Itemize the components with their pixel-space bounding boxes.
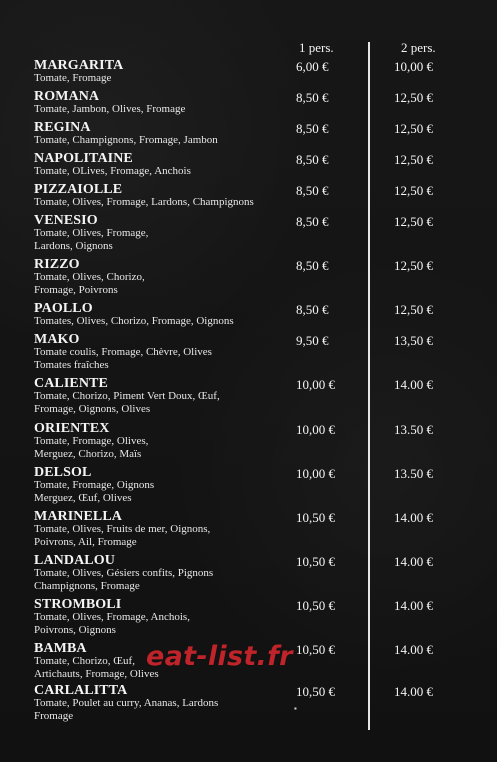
- price-two-persons: 13.50 €: [394, 422, 433, 437]
- menu-item-name: DELSOL: [34, 465, 92, 480]
- menu-item-name: REGINA: [34, 120, 91, 135]
- menu-item-name: ORIENTEX: [34, 421, 110, 436]
- ingredient-line: Merguez, Œuf, Olives: [34, 491, 132, 504]
- ingredient-line: Tomate, OLives, Fromage, Anchois: [34, 165, 191, 177]
- price-two-persons: 12,50 €: [394, 121, 433, 136]
- price-one-person: 10,00 €: [296, 466, 335, 481]
- menu-item-ingredients: [34, 72, 284, 85]
- price-one-person: 8,50 €: [296, 214, 329, 229]
- menu-item-name: STROMBOLI: [34, 597, 122, 612]
- menu-item-ingredients: [34, 196, 284, 209]
- price-one-person: 10,00 €: [296, 422, 335, 437]
- ingredient-line: Tomate, Fromage: [34, 72, 112, 84]
- price-two-persons: 12,50 €: [394, 183, 433, 198]
- menu-item-name: NAPOLITAINE: [34, 151, 133, 166]
- ingredient-line: Poivrons, Ail, Fromage: [34, 535, 137, 548]
- price-one-person: 6,00 €: [296, 59, 329, 74]
- menu-item-ingredients: [34, 271, 284, 296]
- menu-item-ingredients: [34, 227, 284, 252]
- price-one-person: 10,50 €: [296, 554, 335, 569]
- menu-item-ingredients: [34, 523, 284, 548]
- menu-item-name: MARGARITA: [34, 58, 124, 73]
- menu-item-ingredients: [34, 567, 284, 592]
- menu-item-name: VENESIO: [34, 213, 98, 228]
- ingredient-line: Tomate coulis, Fromage, Chèvre, Olives: [34, 346, 212, 358]
- ingredient-line: Tomate, Chorizo, Œuf,: [34, 655, 135, 667]
- menu-item-name: MAKO: [34, 332, 80, 347]
- ingredient-line: Fromage, Poivrons: [34, 283, 118, 296]
- ingredient-line: Tomate, Olives, Fromage, Lardons, Champignons: [34, 196, 254, 208]
- ingredient-line: Tomate, Olives, Gésiers confits, Pignons: [34, 567, 214, 579]
- ingredient-line: Tomate, Olives, Fromage,: [34, 227, 149, 239]
- menu-item-name: RIZZO: [34, 257, 80, 272]
- ingredient-line: Tomate, Fromage, Oignons: [34, 479, 155, 491]
- ingredient-line: Tomate, Chorizo, Piment Vert Doux, Œuf,: [34, 390, 220, 402]
- price-one-person: 8,50 €: [296, 152, 329, 167]
- price-one-person: 10,50 €: [296, 510, 335, 525]
- menu-item-name: MARINELLA: [34, 509, 123, 524]
- ingredient-line: Lardons, Oignons: [34, 239, 113, 252]
- price-column-header-one-person: 1 pers.: [299, 40, 334, 55]
- price-two-persons: 12,50 €: [394, 302, 433, 317]
- column-divider: [368, 42, 370, 730]
- price-two-persons: 14.00 €: [394, 554, 433, 569]
- ingredient-line: Tomate, Olives, Fruits de mer, Oignons,: [34, 523, 211, 535]
- ingredient-line: Fromage: [34, 709, 74, 722]
- ingredient-line: Tomate, Champignons, Fromage, Jambon: [34, 134, 218, 146]
- ingredient-line: Tomate, Fromage, Olives,: [34, 435, 149, 447]
- ingredient-line: Champignons, Fromage: [34, 579, 140, 592]
- menu-item-ingredients: [34, 134, 284, 147]
- ingredient-line: Tomate, Olives, Fromage, Anchois,: [34, 611, 190, 623]
- ingredient-line: Tomates fraîches: [34, 358, 109, 371]
- menu-item-name: PAOLLO: [34, 301, 93, 316]
- price-two-persons: 14.00 €: [394, 598, 433, 613]
- menu-item-ingredients: [34, 165, 284, 178]
- menu-item-ingredients: [34, 390, 284, 415]
- price-two-persons: 14.00 €: [394, 684, 433, 699]
- price-column-header-two-persons: 2 pers.: [401, 40, 436, 55]
- price-two-persons: 10,00 €: [394, 59, 433, 74]
- decorative-dot: ▪: [294, 704, 297, 713]
- price-two-persons: 14.00 €: [394, 642, 433, 657]
- price-one-person: 8,50 €: [296, 183, 329, 198]
- price-one-person: 9,50 €: [296, 333, 329, 348]
- menu-item-name: BAMBA: [34, 641, 87, 656]
- price-one-person: 10,50 €: [296, 642, 335, 657]
- ingredient-line: Tomate, Olives, Chorizo,: [34, 271, 145, 283]
- price-one-person: 10,50 €: [296, 684, 335, 699]
- ingredient-line: Poivrons, Oignons: [34, 623, 116, 636]
- price-two-persons: 12,50 €: [394, 258, 433, 273]
- price-one-person: 8,50 €: [296, 302, 329, 317]
- price-one-person: 10,50 €: [296, 598, 335, 613]
- menu-item-ingredients: [34, 697, 284, 722]
- price-one-person: 8,50 €: [296, 90, 329, 105]
- ingredient-line: Fromage, Oignons, Olives: [34, 402, 151, 415]
- menu-item-ingredients: [34, 103, 284, 116]
- menu-item-ingredients: [34, 346, 284, 371]
- price-one-person: 10,00 €: [296, 377, 335, 392]
- ingredient-line: Merguez, Chorizo, Maïs: [34, 447, 142, 460]
- menu-item-name: LANDALOU: [34, 553, 115, 568]
- price-two-persons: 12,50 €: [394, 214, 433, 229]
- price-two-persons: 12,50 €: [394, 152, 433, 167]
- price-two-persons: 14.00 €: [394, 510, 433, 525]
- menu-item-ingredients: [34, 315, 284, 328]
- price-two-persons: 13.50 €: [394, 466, 433, 481]
- price-two-persons: 14.00 €: [394, 377, 433, 392]
- site-watermark: eat-list.fr: [146, 641, 293, 672]
- price-two-persons: 12,50 €: [394, 90, 433, 105]
- menu-item-name: PIZZAIOLLE: [34, 182, 123, 197]
- menu-item-name: ROMANA: [34, 89, 100, 104]
- menu-item-ingredients: [34, 435, 284, 460]
- ingredient-line: Tomates, Olives, Chorizo, Fromage, Oignons: [34, 315, 234, 327]
- price-two-persons: 13,50 €: [394, 333, 433, 348]
- menu-item-name: CARLALITTA: [34, 683, 128, 698]
- menu-item-ingredients: [34, 479, 284, 504]
- menu-item-name: CALIENTE: [34, 376, 108, 391]
- ingredient-line: Tomate, Jambon, Olives, Fromage: [34, 103, 186, 115]
- menu-item-ingredients: [34, 611, 284, 636]
- ingredient-line: Artichauts, Fromage, Olives: [34, 667, 159, 680]
- price-one-person: 8,50 €: [296, 258, 329, 273]
- ingredient-line: Tomate, Poulet au curry, Ananas, Lardons: [34, 697, 219, 709]
- price-one-person: 8,50 €: [296, 121, 329, 136]
